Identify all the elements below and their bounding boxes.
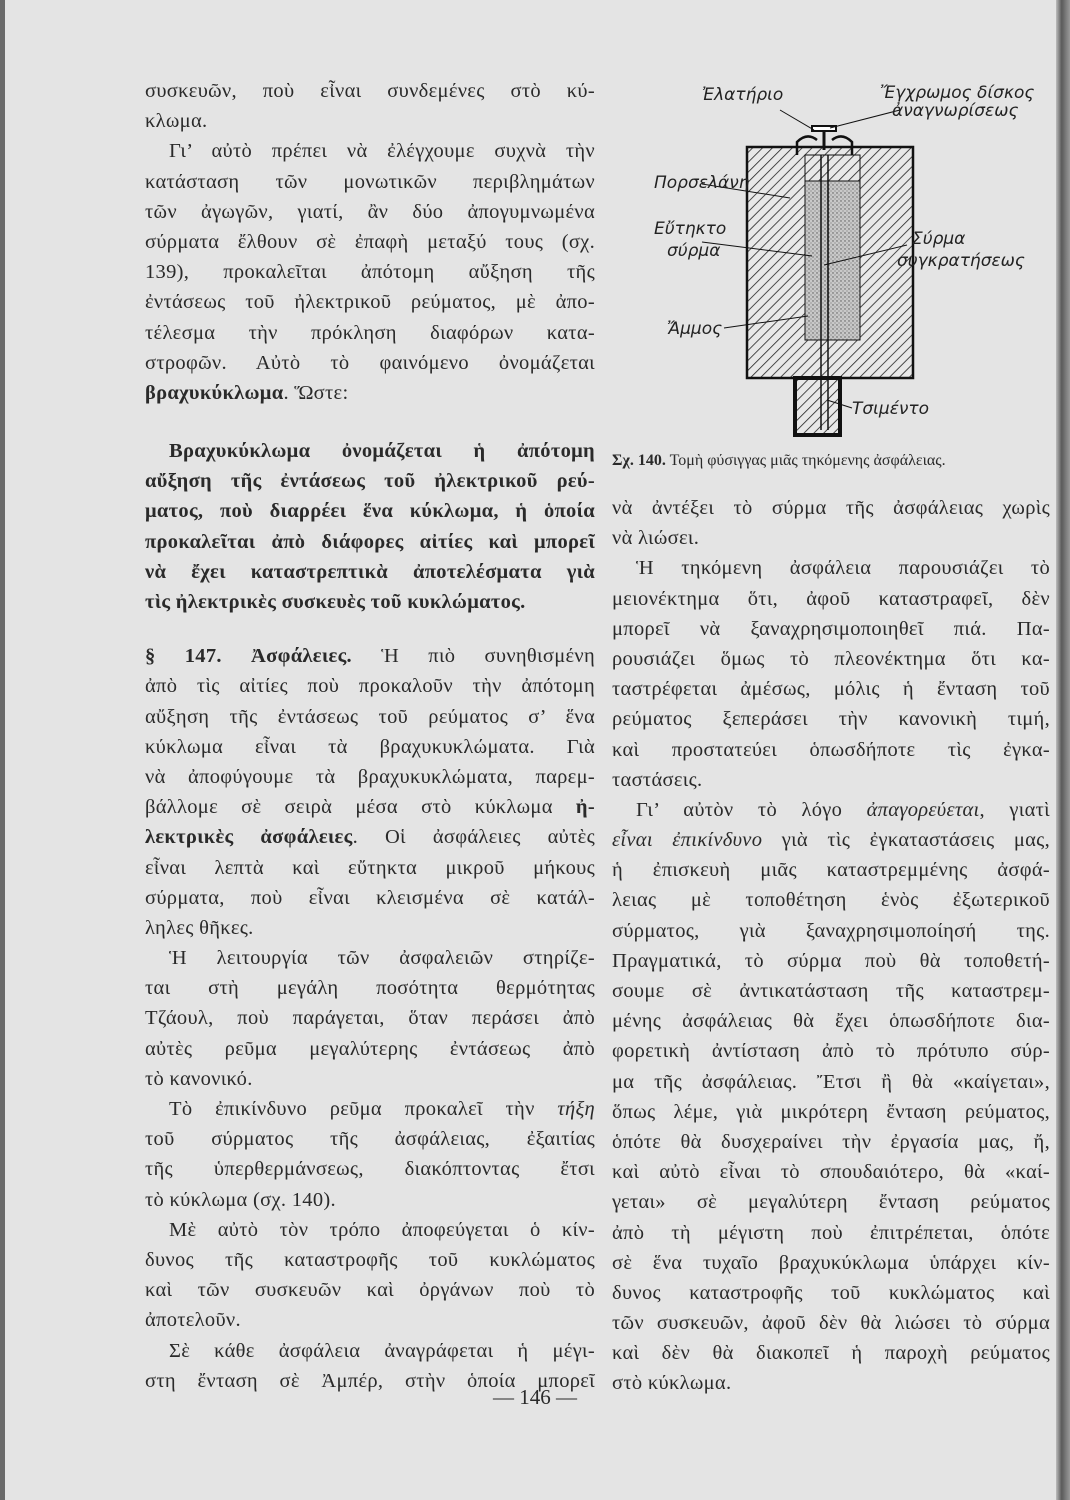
page-number: — 146 — [493, 1385, 577, 1409]
text-line [145, 1245, 595, 1275]
text-segment: Πραγματικά, τὸ σύρμα ποὺ θὰ τοποθετή- [612, 949, 1050, 972]
text-line [145, 1094, 595, 1124]
text-segment: τὸ κανονικό. [145, 1067, 253, 1090]
text-line [612, 1157, 1050, 1187]
label-spring: Ἐλατήριο [702, 85, 784, 105]
text-segment: § 147. Ἀσφάλειες. [145, 645, 352, 668]
page-edge-left [0, 0, 5, 1500]
text-segment: στη ἔνταση σὲ Ἀμπέρ, στὴν ὁποία μπορεῖ [145, 1369, 595, 1392]
text-segment: καὶ δὲν θὰ διακοπεῖ ἡ παροχὴ ρεύματος [612, 1342, 1050, 1365]
text-segment: Τζάουλ, ποὺ παράγεται, ὅταν περάσει ἀπὸ [145, 1007, 595, 1030]
text-line [145, 702, 595, 732]
text-line [145, 641, 595, 671]
text-segment: μένης ἀσφάλειας θὰ ἔχει ὁπωσδήποτε δια- [612, 1010, 1050, 1033]
text-segment: νὰ ἔχει καταστρεπτικὰ ἀποτελέσματα γιὰ [145, 560, 595, 583]
text-line [145, 436, 595, 466]
text-line [612, 1218, 1050, 1248]
text-line [612, 1097, 1050, 1127]
text-segment: Σὲ κάθε ἀσφάλεια ἀναγράφεται ἡ μέγι- [169, 1339, 595, 1362]
text-segment: . Ὥστε: [283, 381, 349, 404]
label-sand: Ἄμμος [667, 319, 723, 339]
text-line [612, 644, 1050, 674]
text-segment: ἀπαγορεύεται [866, 798, 980, 821]
text-segment: ἀπὸ τὶς αἰτίες ποὺ προκαλοῦν τὴν ἀπότομη [145, 675, 595, 698]
text-line [612, 946, 1050, 976]
text-line [612, 1278, 1050, 1308]
text-segment: ρεύματος ξεπεράσει τὴν κανονικὴ τιμή, [612, 708, 1050, 731]
text-line [145, 1185, 595, 1215]
text-line [145, 883, 595, 913]
text-segment: σουμε σὲ ἀντικατάσταση τῆς καταστρεμ- [612, 980, 1050, 1002]
text-segment: καὶ προστατεύει ὁπωσδήποτε τὶς ἐγκα- [612, 738, 1050, 761]
label-disc-2: ἀναγνωρίσεως [892, 101, 1019, 121]
text-segment: μπορεῖ νὰ ξαναχρησιμοποιηθεῖ πιά. Πα- [612, 617, 1050, 640]
text-line [612, 1248, 1050, 1278]
text-segment: ταστάσεις. [612, 768, 703, 791]
text-line [145, 496, 595, 526]
text-line [612, 523, 1050, 553]
text-segment: Γι’ αὐτὸν τὸ λόγο [636, 798, 867, 821]
text-line [612, 493, 1050, 523]
text-line [145, 136, 595, 166]
text-segment: . Οἱ ἀσφάλειες αὐτὲς [352, 826, 595, 849]
text-segment: βάλλομε σὲ σειρὰ μέσα στὸ κύκλωμα [145, 796, 576, 819]
text-line [145, 1064, 595, 1094]
text-line [612, 855, 1050, 885]
text-segment: Τὸ ἐπικίνδυνο ρεῦμα προκαλεῖ τὴν [169, 1098, 558, 1120]
text-line [612, 1036, 1050, 1066]
text-line [612, 1308, 1050, 1338]
paragraph-gap [145, 617, 595, 641]
text-line [145, 348, 595, 378]
text-line [145, 943, 595, 973]
left-text-column [145, 76, 595, 1396]
text-segment: τὸ κύκλωμα (σχ. 140). [145, 1188, 336, 1211]
indicator-disc [812, 126, 836, 131]
right-text-column [612, 493, 1050, 1399]
text-segment: τήξη [557, 1098, 595, 1120]
text-line [145, 378, 595, 408]
text-segment: Ἡ πιὸ συνηθισμένη [351, 645, 595, 668]
text-segment: δυνος τῆς καταστροφῆς τοῦ κυκλώματος [145, 1248, 595, 1271]
text-line [145, 257, 595, 287]
text-segment: καὶ αὐτὸ εἶναι τὸ σπουδαιότερο, θὰ «καί- [612, 1161, 1050, 1184]
text-segment: εἶναι λεπτὰ καὶ εὔτηκτα μικροῦ μήκους [145, 856, 595, 879]
text-line [145, 671, 595, 701]
text-line [612, 1338, 1050, 1368]
text-line [145, 1154, 595, 1184]
text-segment: σύρματος, γιὰ ξαναχρησιμοποίησή της. [612, 919, 1050, 942]
text-segment: στὸ κύκλωμα. [612, 1372, 732, 1395]
text-segment: τὶς ἠλεκτρικὲς συσκευὲς τοῦ κυκλώματος. [145, 591, 526, 613]
text-line [612, 584, 1050, 614]
text-line [612, 1067, 1050, 1097]
text-line [612, 614, 1050, 644]
text-segment: Βραχυκύκλωμα ὀνομάζεται ἡ ἀπότομη [169, 440, 595, 463]
text-line [145, 1215, 595, 1245]
text-segment: καὶ τῶν συσκευῶν καὶ ὀργάνων ποὺ τὸ [145, 1279, 595, 1302]
fuse-cross-section-figure [612, 80, 1062, 450]
text-segment: ἀπὸ τὴ μέγιστη ποὺ ἐπιτρέπεται, ὁπότε [612, 1221, 1050, 1244]
paragraph-gap [145, 408, 595, 436]
text-line [612, 765, 1050, 795]
text-segment: προκαλεῖται ἀπὸ διάφορες αἰτίες καὶ μπορεῖ [145, 530, 595, 553]
text-line [612, 916, 1050, 946]
text-line [612, 674, 1050, 704]
text-segment: τῆς ὑπερθερμάνσεως, διακόπτοντας ἔτσι [145, 1158, 595, 1181]
text-line [612, 704, 1050, 734]
text-line [612, 976, 1050, 1006]
text-line [145, 197, 595, 227]
text-segment: στροφῶν. Αὐτὸ τὸ φαινόμενο ὀνομάζεται [145, 351, 595, 374]
label-holding-2: συγκρατήσεως [897, 251, 1025, 271]
text-line [145, 466, 595, 496]
text-line [145, 762, 595, 792]
text-segment: ματος, ποὺ διαρρέει ἕνα κύκλωμα, ἡ ὁποία [145, 500, 595, 523]
text-segment: Γι’ αὐτὸ πρέπει νὰ ἐλέγχουμε συχνὰ τὴν [169, 140, 595, 163]
text-segment: βραχυκύκλωμα [145, 381, 284, 404]
text-line [145, 587, 595, 617]
text-line [145, 1003, 595, 1033]
text-segment: ταστρέφεται ἀμέσως, μόλις ἡ ἔνταση τοῦ [612, 678, 1050, 701]
text-segment: ρουσιάζει ὅμως τὸ πλεονέκτημα ὅτι κα- [612, 647, 1050, 670]
text-segment: ληλες θῆκες. [145, 916, 254, 939]
text-segment: σύρματα ἔλθουν σὲ ἐπαφὴ μεταξύ τους (σχ. [145, 230, 595, 253]
fuse-neck [795, 378, 840, 435]
label-cement: Τσιμέντο [852, 399, 930, 419]
text-segment: συσκευῶν, ποὺ εἶναι συνδεμένες στὸ κύ- [145, 80, 595, 102]
text-line [612, 735, 1050, 765]
label-holding: Σύρμα [912, 229, 966, 249]
label-fusible: Εὔτηκτο [654, 219, 727, 239]
text-segment: ἠ- [575, 796, 595, 819]
text-segment: τέλεσμα τὴν πρόκληση διαφόρων κατα- [145, 321, 595, 344]
text-line [145, 227, 595, 257]
text-segment: αὔξηση τῆς ἐντάσεως τοῦ ρεύματος σ’ ἕνα [145, 705, 595, 728]
text-segment: εἶναι ἐπικίνδυνο [612, 829, 763, 852]
text-segment: , γιατὶ [979, 798, 1050, 821]
text-line [612, 885, 1050, 915]
text-line [145, 76, 595, 106]
text-segment: μα τῆς ἀσφάλειας. Ἔτσι ἢ θὰ «καίγεται», [612, 1070, 1050, 1093]
text-segment: ἡ ἐπισκευὴ μιᾶς καταστρεμμένης ἀσφά- [612, 859, 1050, 882]
text-segment: αὔξηση τῆς ἐντάσεως τοῦ ἠλεκτρικοῦ ρεύ- [145, 470, 595, 493]
label-porcelain: Πορσελάνη [654, 173, 750, 193]
label-disc: Ἔγχρωμος δίσκος [880, 83, 1035, 103]
text-line [612, 1006, 1050, 1036]
text-segment: σὲ ἕνα τυχαῖο βραχυκύκλωμα ὑπάρχει κίν- [612, 1251, 1050, 1274]
text-segment: νὰ λιώσει. [612, 527, 700, 550]
text-segment: ἀποτελοῦν. [145, 1309, 241, 1332]
text-line [145, 527, 595, 557]
text-segment: κλωμα. [145, 110, 208, 133]
text-segment: ἐντάσεως τοῦ ἠλεκτρικοῦ ρεύματος, μὲ ἀπο- [145, 291, 595, 314]
text-segment: λεκτρικὲς ἀσφάλειες [145, 826, 353, 849]
text-line [612, 553, 1050, 583]
text-segment: Ἡ τηκόμενη ἀσφάλεια παρουσιάζει τὸ [636, 557, 1050, 580]
text-line [145, 557, 595, 587]
text-segment: δυνος καταστροφῆς τοῦ κυκλώματος καὶ [612, 1281, 1050, 1304]
text-line [612, 825, 1050, 855]
text-line [612, 1127, 1050, 1157]
text-segment: ὁπότε θὰ δυσχεραίνει τὴν ἐργασία μας, ἤ, [612, 1130, 1050, 1153]
text-segment: νὰ ἀντέξει τὸ σύρμα τῆς ἀσφάλειας χωρὶς [612, 497, 1050, 519]
text-line [145, 822, 595, 852]
text-line [145, 853, 595, 883]
text-segment: γιὰ τὶς ἐγκαταστάσεις μας, [762, 829, 1050, 852]
text-segment: γεται» σὲ μεγαλύτερη ἔνταση ρεύματος [612, 1191, 1050, 1214]
text-segment: 139), προκαλεῖται ἀπότομη αὔξηση τῆς [145, 261, 595, 284]
text-line [612, 795, 1050, 825]
text-line [145, 1034, 595, 1064]
text-line [145, 318, 595, 348]
text-segment: τῶν συσκευῶν, ἀφοῦ δὲν θὰ λιώσει τὸ σύρμα [612, 1312, 1050, 1335]
text-segment: μειονέκτημα ὅτι, ἀφοῦ καταστραφεῖ, δὲν [612, 587, 1050, 610]
figure-caption [612, 452, 946, 470]
text-line [145, 1305, 595, 1335]
text-line [145, 732, 595, 762]
text-segment: τοῦ σύρματος τῆς ἀσφάλειας, ἐξαιτίας [145, 1128, 595, 1151]
text-line [145, 167, 595, 197]
text-segment: σύρματα, ποὺ εἶναι κλεισμένα σὲ κατάλ- [145, 886, 595, 909]
text-segment: Μὲ αὐτὸ τὸν τρόπο ἀποφεύγεται ὁ κίν- [169, 1218, 595, 1241]
text-segment: ται στὴ μεγάλη ποσότητα θερμότητας [145, 977, 595, 1000]
text-segment: ὅπως λέμε, γιὰ μικρότερη ἔνταση ρεύματος, [612, 1100, 1050, 1123]
caption-number: Σχ. 140. [612, 452, 666, 469]
text-line [145, 913, 595, 943]
text-line [145, 1336, 595, 1366]
text-segment: κύκλωμα εἶναι τὰ βραχυκυκλώματα. Γιὰ [145, 735, 595, 758]
caption-text: Τομὴ φύσιγγας μιᾶς τηκόμενης ἀσφάλειας. [669, 452, 946, 469]
text-line [145, 792, 595, 822]
text-line [145, 1275, 595, 1305]
text-segment: Ἡ λειτουργία τῶν ἀσφαλειῶν στηρίζε- [169, 947, 595, 970]
text-segment: κατάσταση τῶν μονωτικῶν περιβλημάτων [145, 170, 595, 193]
text-line [145, 1124, 595, 1154]
text-line [145, 106, 595, 136]
label-fusible-2: σύρμα [667, 241, 721, 261]
text-line [612, 1187, 1050, 1217]
text-segment: αὐτὲς ρεῦμα μεγαλύτερης ἐντάσεως ἀπὸ [145, 1037, 595, 1060]
text-line [145, 287, 595, 317]
text-segment: λειας μὲ τοποθέτηση ἑνὸς ἐξωτερικοῦ [612, 889, 1050, 912]
text-line [145, 973, 595, 1003]
text-segment: τῶν ἀγωγῶν, γιατί, ἂν δύο ἀπογυμνωμένα [145, 200, 595, 223]
text-segment: νὰ ἀποφύγουμε τὰ βραχυκυκλώματα, παρεμ- [145, 765, 595, 788]
sand-core [805, 155, 860, 340]
text-segment: φορετικὴ ἀντίσταση ἀπὸ τὸ πρότυπο σύρ- [612, 1040, 1050, 1063]
